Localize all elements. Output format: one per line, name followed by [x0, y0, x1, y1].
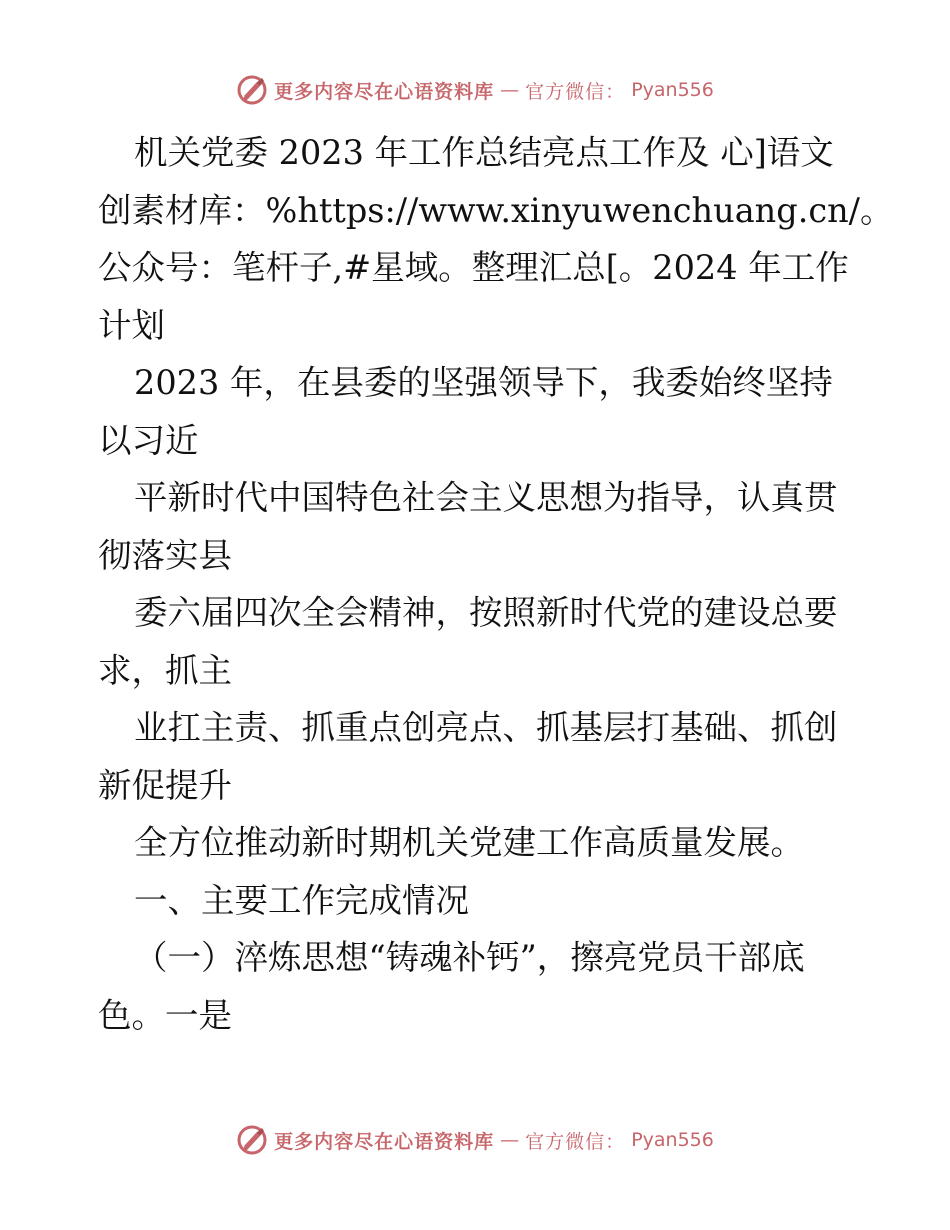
- body-line: 公众号：笔杆子,#星域。整理汇总[。2024 年工作: [98, 248, 849, 287]
- brush-logo-icon: [236, 1124, 268, 1156]
- footer-wechat-label: 官方微信：: [525, 1130, 626, 1153]
- body-line: 新促提升: [98, 765, 232, 805]
- footer-watermark-banner: [0, 1120, 950, 1160]
- header-wechat-id: Pyan556: [631, 79, 714, 101]
- section-heading: 一、主要工作完成情况: [134, 880, 469, 920]
- body-line: 创素材库：%https://www.xinyuwenchuang.cn/。: [98, 190, 894, 230]
- footer-wechat-id: Pyan556: [631, 1129, 714, 1151]
- body-line: 色。一是: [98, 995, 232, 1035]
- body-line: 平新时代中国特色社会主义思想为指导，认真贯: [134, 478, 838, 517]
- body-line: 求，抓主: [98, 650, 232, 690]
- footer-site-text: 更多内容尽在心语资料库: [274, 1130, 495, 1153]
- body-line: 彻落实县: [98, 535, 232, 575]
- body-line: 以习近: [98, 420, 199, 460]
- body-line: 机关党委 2023 年工作总结亮点工作及 心]语文: [134, 133, 834, 172]
- header-dash: —: [500, 79, 520, 101]
- body-line: 委六届四次全会精神，按照新时代党的建设总要: [134, 593, 838, 632]
- body-line: 2023 年，在县委的坚强领导下，我委始终坚持: [134, 363, 833, 402]
- header-site-text: 更多内容尽在心语资料库: [274, 80, 495, 103]
- header-watermark-banner: [0, 70, 950, 110]
- body-line: 计划: [98, 305, 165, 345]
- body-line: 业扛主责、抓重点创亮点、抓基层打基础、抓创: [134, 708, 838, 747]
- document-body: [98, 124, 894, 1044]
- brush-logo-icon: [236, 74, 268, 106]
- body-line: 全方位推动新时期机关党建工作高质量发展。: [134, 823, 804, 862]
- header-wechat-label: 官方微信：: [525, 80, 626, 103]
- footer-dash: —: [500, 1129, 520, 1151]
- subsection-heading: （一）淬炼思想“铸魂补钙”，擦亮党员干部底: [134, 938, 805, 977]
